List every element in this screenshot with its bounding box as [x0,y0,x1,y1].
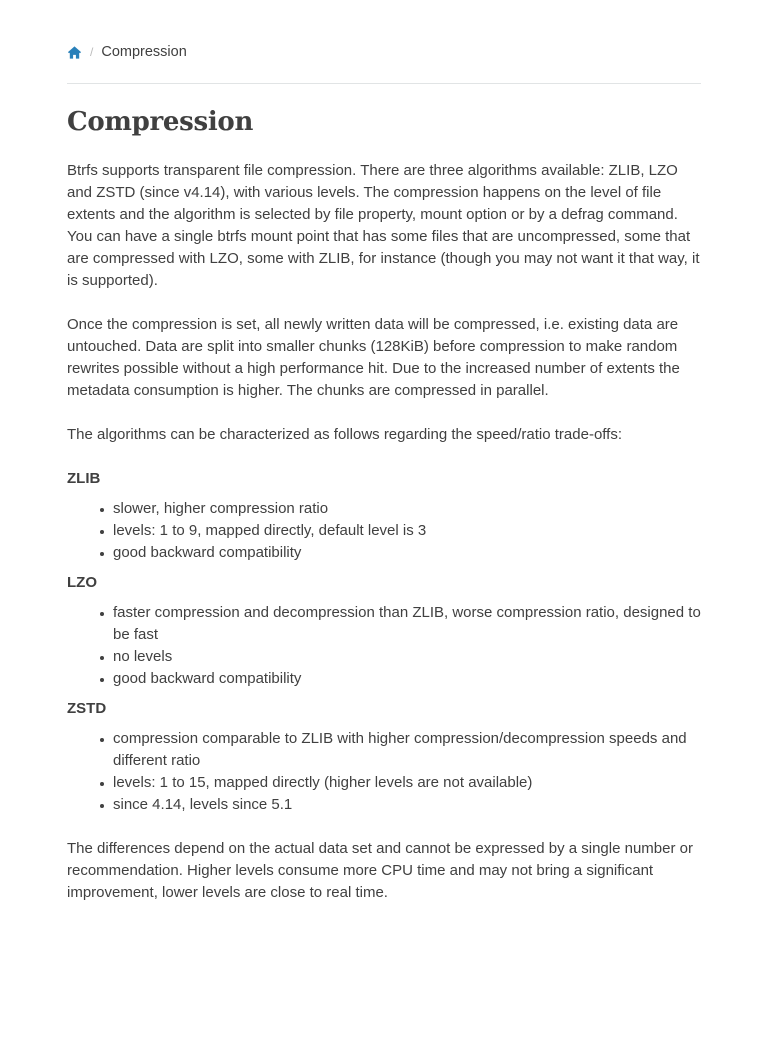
intro-paragraph: Btrfs supports transparent file compression. There are three algorithms available: ZLIB, LZO and ZSTD (since v4.14), with various levels. The compression happens on the level of file extents and the algorithm is selected by file property, mount option or by a defrag command. You can have a single btrfs mount point that has some files that are uncompressed, some that are compressed with LZO, some with ZLIB, for instance (though you may not want it that way, it is supported). [67,162,700,289]
algorithm-term-zlib: ZLIB [67,470,101,487]
zstd-list [67,728,701,816]
breadcrumb-current: Compression [101,44,187,60]
closing-paragraph: The differences depend on the actual data set and cannot be expressed by a single number or recommendation. Higher levels consume more CPU time and may not bring a significant improvement, lower levels are close to real time. [67,840,693,901]
list-item: no levels [113,646,701,668]
breadcrumb [67,37,701,67]
tradeoffs-paragraph: The algorithms can be characterized as follows regarding the speed/ratio trade-offs: [67,426,623,443]
breadcrumb-divider [67,83,701,84]
list-item: since 4.14, levels since 5.1 [113,794,701,816]
details-paragraph: Once the compression is set, all newly written data will be compressed, i.e. existing data are untouched. Data are split into smaller chunks (128KiB) before compression to make random rewrites possible without a high performance hit. Due to the increased number of extents the metadata consumption is higher. The chunks are compressed in parallel. [67,316,680,399]
lzo-list [67,602,701,690]
list-item: compression comparable to ZLIB with higher compression/decompression speeds and different ratio [113,728,701,772]
page-title: Compression [67,107,254,137]
zlib-list [67,498,701,564]
home-icon[interactable] [67,45,82,60]
list-item: faster compression and decompression than ZLIB, worse compression ratio, designed to be fast [113,602,701,646]
document-page [0,37,768,1061]
list-item: levels: 1 to 9, mapped directly, default level is 3 [113,520,701,542]
list-item: slower, higher compression ratio [113,498,701,520]
algorithm-term-zstd: ZSTD [67,700,107,717]
list-item: levels: 1 to 15, mapped directly (higher levels are not available) [113,772,701,794]
list-item: good backward compatibility [113,668,701,690]
list-item: good backward compatibility [113,542,701,564]
algorithm-term-lzo: LZO [67,574,97,591]
breadcrumb-separator: / [90,45,94,59]
